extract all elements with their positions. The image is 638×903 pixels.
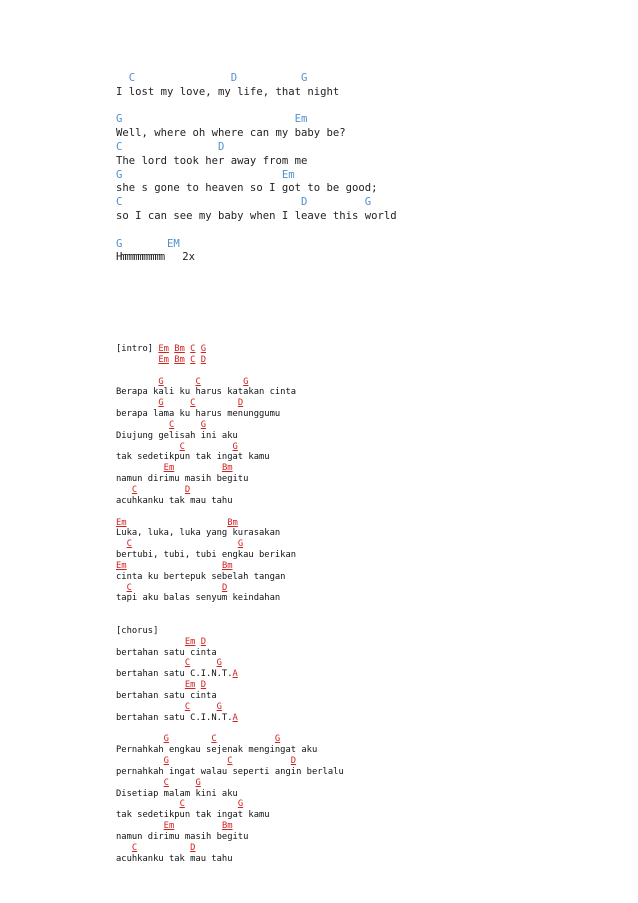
song-line: [116, 539, 344, 550]
chord-em: Em: [158, 344, 169, 354]
chord-bm: Bm: [227, 517, 238, 528]
blank-line: [116, 100, 397, 114]
chord-g: G: [163, 734, 169, 745]
chord-bm: Bm: [174, 354, 185, 365]
song-line: namun dirimu masih begitu: [116, 474, 249, 485]
chord-g: G: [232, 441, 238, 452]
song-line: [116, 583, 344, 594]
song-line: tak sedetikpun tak ingat kamu: [116, 810, 270, 821]
chord-d: D: [200, 680, 207, 691]
song-chords-section-english: [116, 72, 397, 265]
song-line: bertahan satu C.I.N.T.A: [116, 712, 238, 723]
hum-word: Hmmmmmmmmmm: [116, 251, 164, 264]
chord-em: Em: [158, 354, 169, 365]
chord-bm: Bm: [174, 344, 185, 354]
chord-d: D: [200, 354, 207, 365]
blank-line: [116, 224, 397, 238]
song-line: berapa lama ku harus menunggumu: [116, 409, 281, 420]
lyric-line: Well, where oh where can my baby be?: [116, 127, 346, 140]
chord-g: G: [158, 398, 164, 409]
chord-line: C D G: [116, 196, 372, 209]
song-line: acuhkanku tak mau tahu: [116, 495, 233, 506]
chord-c: C: [184, 658, 191, 669]
song-line: Luka, luka, luka yang kurasakan: [116, 528, 281, 539]
hum-line: [116, 251, 397, 265]
chord-c: C: [195, 376, 201, 387]
lyric-line: I lost my love, my life, that night: [116, 85, 340, 98]
chord-g: G: [237, 799, 244, 810]
spacer: [163, 251, 182, 263]
chord-line: G Em: [116, 113, 308, 126]
chord-c: C: [190, 344, 196, 354]
song-line: [intro] Em Bm C G: [116, 344, 207, 354]
song-line: Pernahkah engkau sejenak mengingat aku: [116, 745, 318, 756]
chord-bm: Bm: [221, 463, 233, 474]
song-line: bertahan satu cinta: [116, 691, 217, 701]
song-line: cinta ku bertepuk sebelah tangan: [116, 571, 286, 582]
chord-d: D: [237, 398, 244, 409]
chord-em: Em: [184, 680, 196, 691]
song-line: [116, 355, 344, 366]
song-line: [116, 518, 344, 529]
song-line: [116, 637, 344, 648]
song-line: [116, 442, 344, 453]
chord-g: G: [158, 376, 164, 387]
chord-line: C D G: [116, 72, 308, 84]
chord-g: G: [216, 658, 222, 669]
song-line: Berapa kali ku harus katakan cinta: [116, 387, 297, 398]
chord-c: C: [168, 419, 175, 430]
chord-c: C: [179, 441, 185, 452]
song-line: bertubi, tubi, tubi engkau berikan: [116, 550, 297, 561]
chord-d: D: [221, 582, 228, 593]
chord-a: A: [232, 712, 238, 723]
chord-bm: Bm: [221, 560, 233, 571]
song-line: [116, 377, 344, 388]
song-line: [chorus]: [116, 625, 159, 636]
song-line: pernahkah ingat walau seperti angin berlalu: [116, 766, 344, 777]
blank-line: [116, 507, 344, 518]
lyric-line: so I can see my baby when I leave this world: [116, 209, 397, 222]
chord-c: C: [211, 734, 217, 745]
blank-line: [116, 724, 344, 735]
song-line: [116, 778, 344, 789]
chord-line: G Em: [116, 168, 295, 181]
song-line: [116, 680, 344, 691]
chord-c: C: [131, 842, 138, 853]
chord-bm: Bm: [221, 821, 233, 832]
song-line: [116, 734, 344, 745]
chord-c: C: [227, 756, 233, 767]
chord-g: G: [200, 344, 207, 354]
chord-c: C: [126, 539, 132, 550]
lyric-line: she s gone to heaven so I got to be good;: [116, 182, 378, 195]
chord-d: D: [290, 756, 297, 767]
chord-em: Em: [184, 636, 196, 647]
song-chords-section-indonesian: [116, 344, 344, 865]
song-line: namun dirimu masih begitu: [116, 831, 249, 842]
chord-c: C: [184, 701, 191, 712]
song-line: tak sedetikpun tak ingat kamu: [116, 452, 270, 463]
chord-em: Em: [163, 821, 175, 832]
song-line: acuhkanku tak mau tahu: [116, 853, 233, 864]
chord-em: Em: [163, 463, 175, 474]
chord-line: C D: [116, 140, 225, 153]
song-line: tapi aku balas senyum keindahan: [116, 593, 281, 604]
chord-d: D: [190, 842, 196, 853]
song-line: [116, 420, 344, 431]
song-line: [116, 485, 344, 496]
song-line: bertahan satu cinta: [116, 647, 217, 658]
blank-line: [116, 615, 344, 626]
chord-c: C: [190, 398, 196, 409]
chord-g: G: [200, 419, 207, 430]
song-line: bertahan satu C.I.N.T.A: [116, 669, 238, 680]
song-line: Disetiap malam kini aku: [116, 788, 238, 799]
chord-d: D: [200, 636, 207, 647]
chord-g: G: [216, 701, 222, 712]
chord-em: Em: [116, 517, 127, 528]
song-line: [116, 821, 344, 832]
chord-g: G: [237, 539, 244, 550]
lyric-line: The lord took her away from me: [116, 154, 308, 167]
chord-c: C: [126, 582, 132, 593]
blank-line: [116, 366, 344, 377]
chord-c: C: [190, 354, 196, 365]
song-line: [116, 756, 344, 767]
song-line: [116, 398, 344, 409]
song-line: [116, 843, 344, 854]
song-line: Diujung gelisah ini aku: [116, 430, 238, 441]
chord-d: D: [184, 484, 191, 495]
repeat-count: 2x: [182, 251, 195, 264]
song-line: [116, 799, 344, 810]
song-line: [116, 561, 344, 572]
chord-g: G: [163, 756, 169, 767]
chord-c: C: [131, 484, 138, 495]
blank-line: [116, 604, 344, 615]
chord-a: A: [232, 669, 238, 680]
chord-c: C: [163, 777, 169, 788]
chord-c: C: [179, 799, 185, 810]
chord-line: G EM: [116, 237, 180, 250]
song-line: [116, 463, 344, 474]
chord-g: G: [274, 734, 281, 745]
chord-em: Em: [116, 560, 127, 571]
song-line: [116, 702, 344, 713]
chord-g: G: [195, 777, 201, 788]
song-line: [116, 658, 344, 669]
chord-g: G: [243, 376, 249, 387]
